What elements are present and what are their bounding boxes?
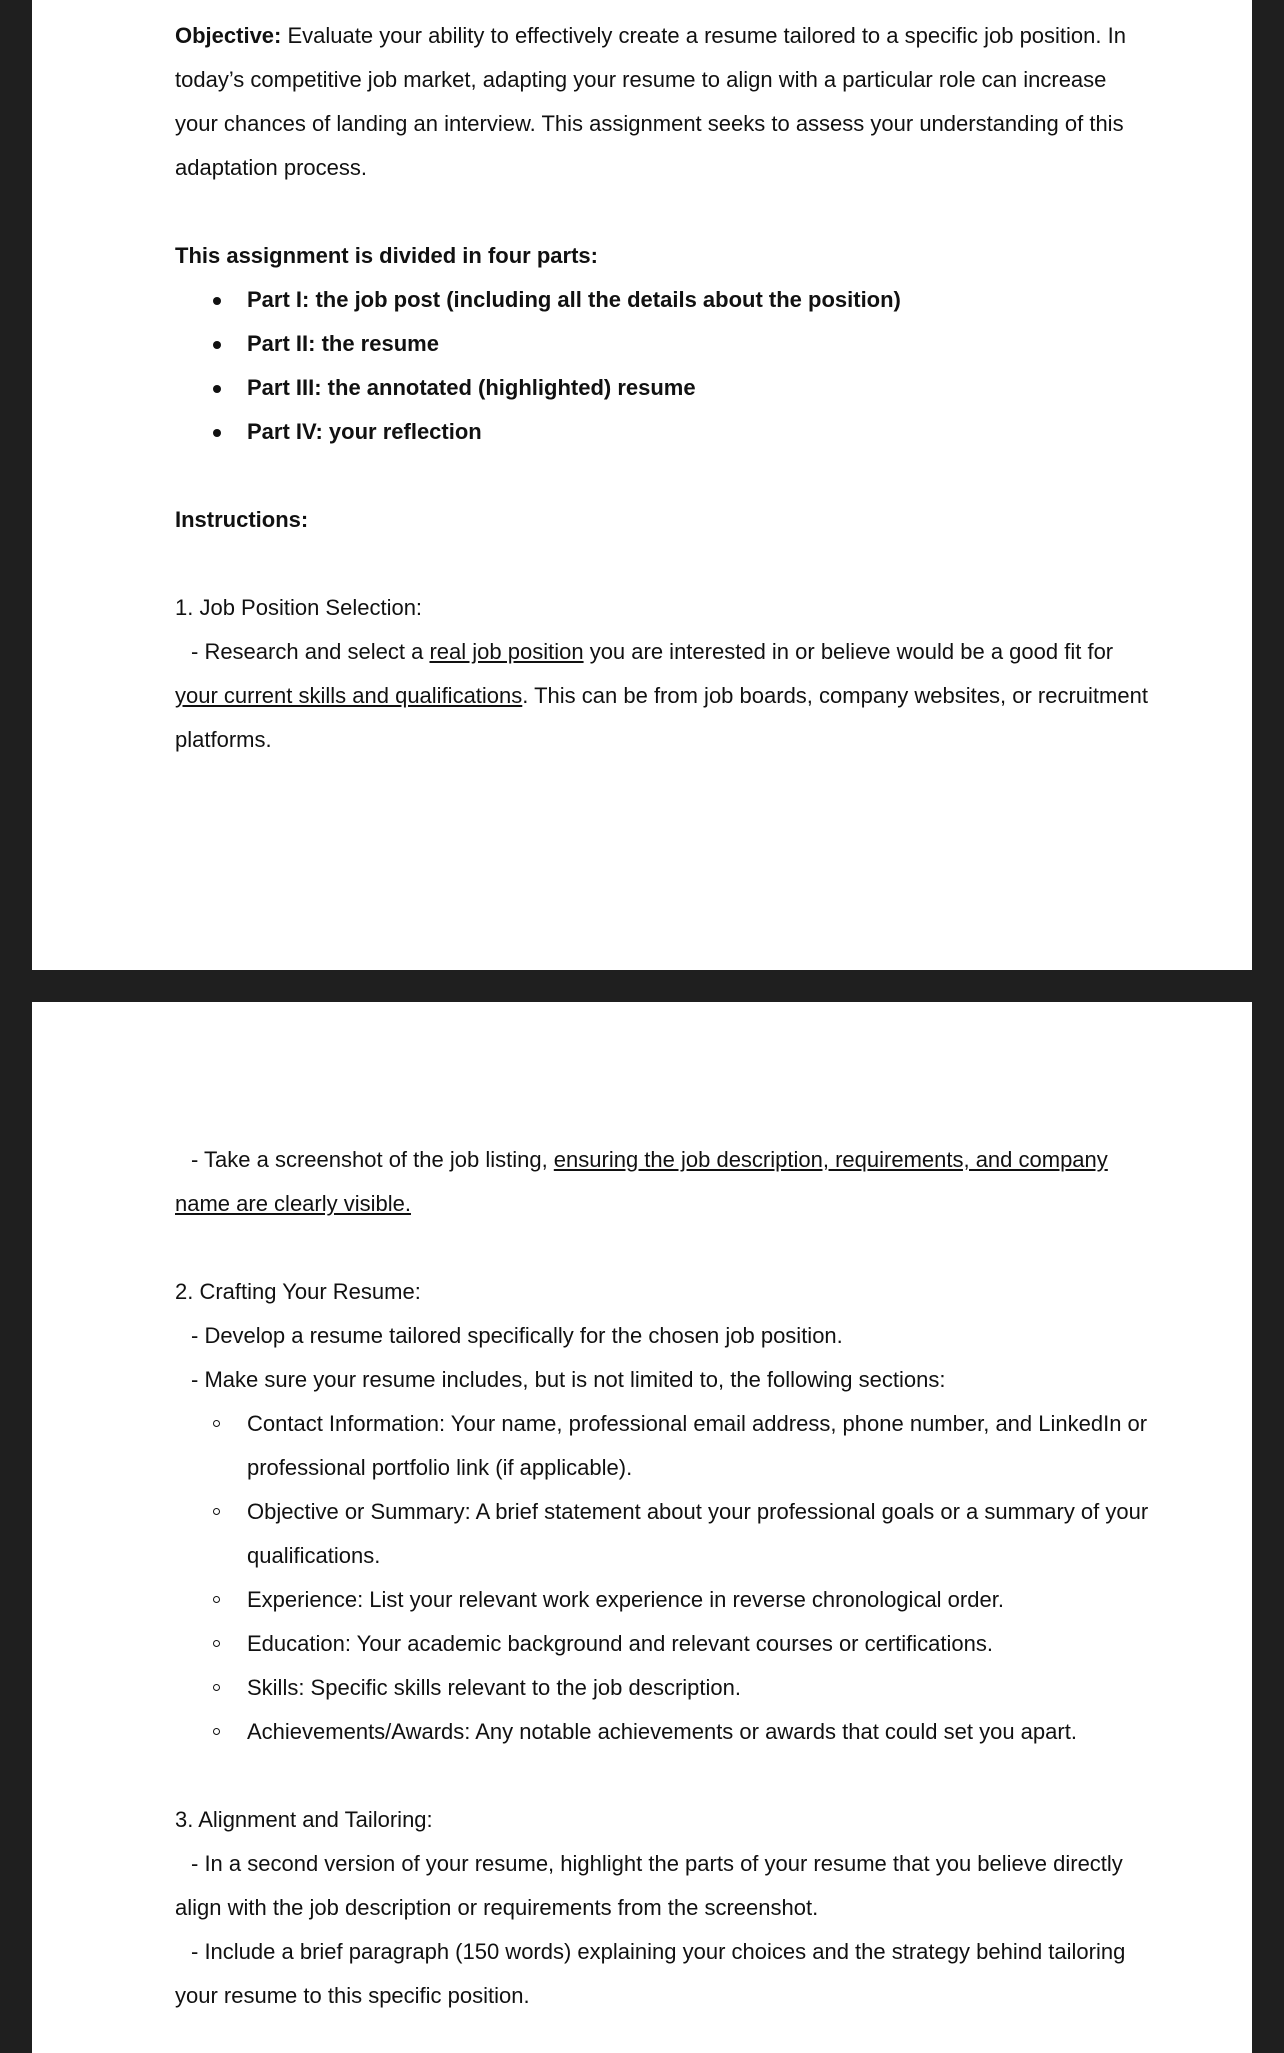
instructions-heading: Instructions:: [175, 507, 309, 532]
screenshot-text: - Take a screenshot of the job listing,: [191, 1147, 554, 1172]
section-3-title: 3. Alignment and Tailoring:: [175, 1807, 433, 1832]
parts-heading: This assignment is divided in four parts:: [175, 243, 598, 268]
section-1-body: [175, 630, 1155, 762]
list-item: Contact Information: Your name, professional email address, phone number, and LinkedIn or professional portfolio link (if applicable).: [175, 1402, 1155, 1490]
skills-qualifications-underlined: your current skills and qualifications: [175, 683, 523, 708]
section-3-line-1: [175, 1842, 1155, 1930]
section-2-line-2: - Make sure your resume includes, but is not limited to, the following sections:: [191, 1367, 946, 1392]
list-item: Part II: the resume: [175, 322, 1155, 366]
list-item: Experience: List your relevant work experience in reverse chronological order.: [175, 1578, 1155, 1622]
section-1-text-3: . This can be from job boards, company websites, or recruitment platforms.: [175, 683, 1148, 752]
screenshot-underlined: ensuring the job description, requirements, and company name are clearly visible.: [175, 1147, 1108, 1216]
page-1-content: [175, 14, 1155, 762]
page-2-content: [175, 1138, 1155, 2018]
objective-label: Objective:: [175, 23, 282, 48]
section-1-title: 1. Job Position Selection:: [175, 595, 423, 620]
list-item: Education: Your academic background and relevant courses or certifications.: [175, 1622, 1155, 1666]
document-page-2: [32, 1002, 1252, 2053]
section-1-text-2: you are interested in or believe would be a good fit for: [583, 639, 1114, 664]
resume-sections-list: [175, 1402, 1155, 1754]
section-2-title: 2. Crafting Your Resume:: [175, 1279, 421, 1304]
screenshot-instruction: [175, 1138, 1155, 1226]
list-item: Part III: the annotated (highlighted) resume: [175, 366, 1155, 410]
section-3-line-2: [175, 1930, 1155, 2018]
section-1-text-1: - Research and select a: [191, 639, 430, 664]
list-item: Part I: the job post (including all the details about the position): [175, 278, 1155, 322]
list-item: Skills: Specific skills relevant to the job description.: [175, 1666, 1155, 1710]
objective-text: Evaluate your ability to effectively create a resume tailored to a specific job position. In today’s competitive job market, adapting your resume to align with a particular role can increase your chances of landing an interview. This assignment seeks to assess your understanding of this adaptation process.: [175, 23, 1126, 180]
real-job-position-underlined: real job position: [429, 639, 584, 664]
section-3-line-1-text: - In a second version of your resume, highlight the parts of your resume that you believe directly align with the job description or requirements from the screenshot.: [175, 1851, 1123, 1920]
list-item: Achievements/Awards: Any notable achievements or awards that could set you apart.: [175, 1710, 1155, 1754]
parts-list: [175, 278, 1155, 454]
section-3-line-2-text: - Include a brief paragraph (150 words) explaining your choices and the strategy behind tailoring your resume to this specific position.: [175, 1939, 1126, 2008]
section-2-line-1: - Develop a resume tailored specifically for the chosen job position.: [191, 1323, 843, 1348]
list-item: Objective or Summary: A brief statement about your professional goals or a summary of your qualifications.: [175, 1490, 1155, 1578]
list-item: Part IV: your reflection: [175, 410, 1155, 454]
document-page-1: [32, 0, 1252, 970]
objective-paragraph: [175, 14, 1155, 190]
